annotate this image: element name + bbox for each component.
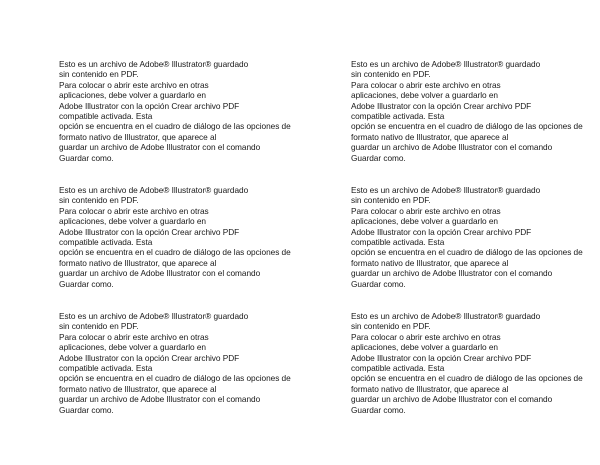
notice-line: compatible activada. Esta: [351, 237, 445, 248]
notice-line: sin contenido en PDF.: [59, 321, 139, 332]
notice-line: formato nativo de Illustrator, que aparece al: [59, 257, 217, 268]
notice-line: guardar un archivo de Adobe Illustrator con el comando: [59, 268, 261, 279]
notice-line: sin contenido en PDF.: [351, 195, 431, 206]
notice-line: guardar un archivo de Adobe Illustrator con el comando: [351, 268, 553, 279]
notice-line: opción se encuentra en el cuadro de diálogo de las opciones de: [351, 121, 583, 132]
notice-line: Para colocar o abrir este archivo en otras: [59, 331, 209, 342]
notice-line: Esto es un archivo de Adobe® Illustrator® guardado: [59, 185, 249, 195]
notice-line: Guardar como.: [351, 404, 406, 415]
notice-line: sin contenido en PDF.: [351, 69, 431, 80]
notice-line: Adobe Illustrator con la opción Crear archivo PDF: [351, 226, 532, 237]
notice-line: aplicaciones, debe volver a guardarlo en: [351, 216, 498, 227]
notice-line: Adobe Illustrator con la opción Crear archivo PDF: [59, 352, 240, 363]
notice-line: Esto es un archivo de Adobe® Illustrator® guardado: [351, 185, 541, 195]
notice-line: formato nativo de Illustrator, que aparece al: [351, 383, 509, 394]
notice-line: Para colocar o abrir este archivo en otras: [351, 205, 501, 216]
notice-line: Para colocar o abrir este archivo en otras: [59, 205, 209, 216]
notice-line: opción se encuentra en el cuadro de diálogo de las opciones de: [59, 373, 291, 384]
notice-line: opción se encuentra en el cuadro de diálogo de las opciones de: [351, 373, 583, 384]
notice-line: Guardar como.: [351, 278, 406, 289]
notice-line: Guardar como.: [59, 152, 114, 163]
pdf-notice-block: [351, 185, 596, 289]
notice-line: Guardar como.: [59, 278, 114, 289]
notice-line: formato nativo de Illustrator, que aparece al: [59, 383, 217, 394]
notice-line: sin contenido en PDF.: [59, 69, 139, 80]
notice-line: Guardar como.: [59, 404, 114, 415]
notice-line: aplicaciones, debe volver a guardarlo en: [59, 216, 206, 227]
notice-line: sin contenido en PDF.: [351, 321, 431, 332]
notice-line: Para colocar o abrir este archivo en otras: [351, 79, 501, 90]
notice-line: aplicaciones, debe volver a guardarlo en: [351, 90, 498, 101]
notice-line: formato nativo de Illustrator, que aparece al: [351, 257, 509, 268]
notice-line: Adobe Illustrator con la opción Crear archivo PDF: [351, 100, 532, 111]
notice-line: guardar un archivo de Adobe Illustrator con el comando: [351, 142, 553, 153]
pdf-notice-block: [59, 59, 304, 163]
notice-line: Adobe Illustrator con la opción Crear archivo PDF: [59, 226, 240, 237]
notice-line: opción se encuentra en el cuadro de diálogo de las opciones de: [59, 121, 291, 132]
notice-line: guardar un archivo de Adobe Illustrator con el comando: [351, 394, 553, 405]
notice-line: Adobe Illustrator con la opción Crear archivo PDF: [351, 352, 532, 363]
notice-line: opción se encuentra en el cuadro de diálogo de las opciones de: [351, 247, 583, 258]
notice-line: aplicaciones, debe volver a guardarlo en: [59, 90, 206, 101]
notice-line: formato nativo de Illustrator, que aparece al: [59, 131, 217, 142]
notice-line: Guardar como.: [351, 152, 406, 163]
pdf-notice-block: [59, 185, 304, 289]
notice-line: compatible activada. Esta: [59, 237, 153, 248]
notice-line: Esto es un archivo de Adobe® Illustrator® guardado: [59, 311, 249, 321]
notice-line: Esto es un archivo de Adobe® Illustrator® guardado: [351, 59, 541, 69]
notice-line: aplicaciones, debe volver a guardarlo en: [59, 342, 206, 353]
notice-line: sin contenido en PDF.: [59, 195, 139, 206]
notice-line: Esto es un archivo de Adobe® Illustrator® guardado: [351, 311, 541, 321]
pdf-notice-block: [351, 311, 596, 415]
pdf-notice-block: [351, 59, 596, 163]
pdf-notice-block: [59, 311, 304, 415]
notice-line: Para colocar o abrir este archivo en otras: [351, 331, 501, 342]
notice-line: compatible activada. Esta: [351, 363, 445, 374]
notice-line: Adobe Illustrator con la opción Crear archivo PDF: [59, 100, 240, 111]
notice-line: aplicaciones, debe volver a guardarlo en: [351, 342, 498, 353]
notice-line: Para colocar o abrir este archivo en otras: [59, 79, 209, 90]
notice-line: guardar un archivo de Adobe Illustrator con el comando: [59, 394, 261, 405]
notice-line: compatible activada. Esta: [351, 111, 445, 122]
notice-line: compatible activada. Esta: [59, 111, 153, 122]
notice-line: Esto es un archivo de Adobe® Illustrator® guardado: [59, 59, 249, 69]
notice-line: formato nativo de Illustrator, que aparece al: [351, 131, 509, 142]
notice-line: guardar un archivo de Adobe Illustrator con el comando: [59, 142, 261, 153]
notice-line: opción se encuentra en el cuadro de diálogo de las opciones de: [59, 247, 291, 258]
notice-line: compatible activada. Esta: [59, 363, 153, 374]
